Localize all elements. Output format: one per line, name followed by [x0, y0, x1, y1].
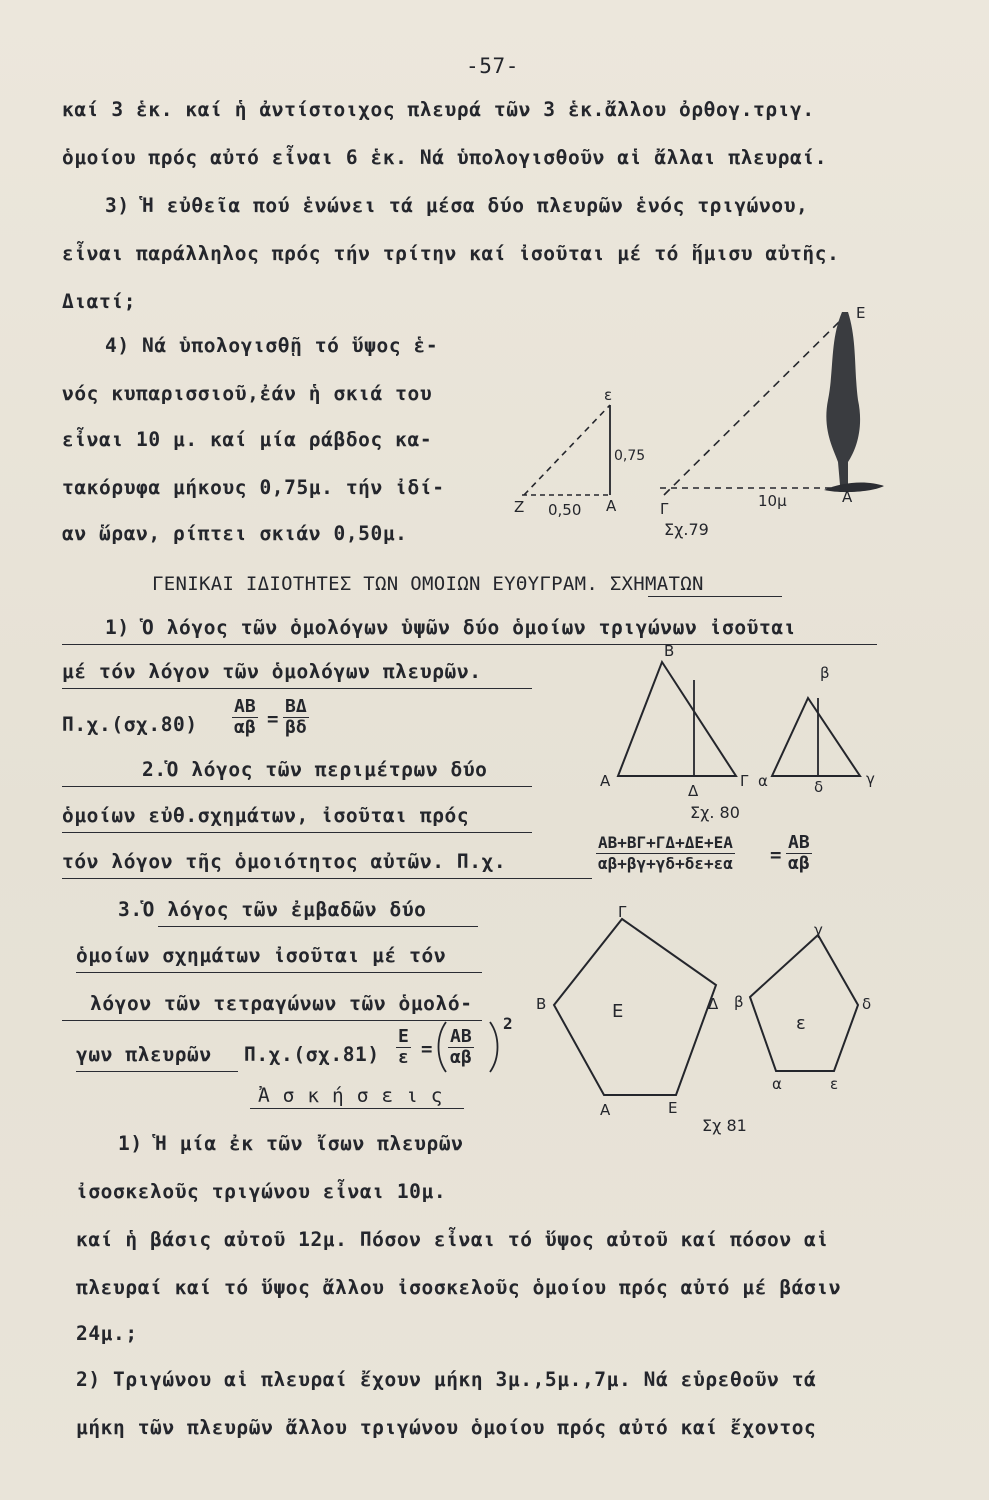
- fig79-caption: Σχ.79: [664, 520, 709, 539]
- fig79-point-a-pole: Α: [606, 497, 617, 515]
- fraction-denominator: αβ: [234, 717, 256, 738]
- text-line: ὁμοίων εὐθ.σχημάτων, ἰσοῦται πρός: [62, 804, 470, 827]
- fig79-tree-shadow: 10μ: [758, 492, 787, 510]
- text-line: εἶναι 10 μ. καί μία ράβδος κα-: [62, 428, 433, 451]
- underline: [76, 972, 482, 973]
- fig80-foot-d-small: δ: [814, 778, 824, 796]
- fraction-perimeter: [596, 833, 735, 874]
- text-line: αν ὥραν, ρίπτει σκιάν 0,50μ.: [62, 522, 408, 545]
- fraction-denominator: αβ+βγ+γδ+δε+εα: [598, 854, 733, 873]
- text-line: καί 3 ἑκ. καί ἡ ἀντίστοιχος πλευρά τῶν 3 ἑκ.ἄλλου ὀρθογ.τριγ.: [62, 98, 815, 121]
- fig80-vertex-b-small: β: [820, 664, 830, 682]
- fraction-numerator: ΒΔ: [285, 696, 307, 717]
- figure-79: [512, 300, 902, 550]
- text-line: εἶναι παράλληλος πρός τήν τρίτην καί ἰσοῦται μέ τό ἥμισυ αὐτῆς.: [62, 242, 840, 265]
- fig81-center-label: Ε: [612, 1001, 624, 1022]
- fraction-numerator: ΑΒ+ΒΓ+ΓΔ+ΔΕ+ΕΑ: [598, 833, 733, 852]
- fig81-vertex-b: Β: [536, 995, 547, 1013]
- text-line: 3) Ἡ εὐθεῖα πού ἑνώνει τά μέσα δύο πλευρῶν ἑνός τριγώνου,: [105, 194, 809, 217]
- fig80-foot-d: Δ: [688, 782, 699, 800]
- fig80-vertex-a: Α: [600, 772, 611, 790]
- text-line: πλευραί καί τό ὕψος ἄλλου ἰσοσκελοῦς ὁμοίου πρός αὐτό μέ βάσιν: [76, 1276, 842, 1299]
- fig81-vertex-a: Α: [600, 1101, 611, 1119]
- fraction-bd: [283, 697, 309, 738]
- fraction-numerator: E: [398, 1026, 409, 1047]
- text-line: 3.Ὁ λόγος τῶν ἐμβαδῶν δύο: [118, 898, 427, 921]
- fraction-numerator: AB: [450, 1026, 472, 1047]
- fig79-pole-height: 0,75: [614, 448, 646, 464]
- section-heading: ΓΕΝΙΚΑΙ ΙΔΙΟΤΗΤΕΣ ΤΩΝ ΟΜΟΙΩΝ ΕΥΘΥΓΡΑΜ. ΣΧΗΜΑΤΩΝ: [152, 573, 704, 595]
- fig80-vertex-a-small: α: [758, 772, 768, 790]
- fig80-vertex-g-small: γ: [866, 770, 875, 788]
- fig79-point-g: Γ: [660, 500, 669, 518]
- fig81-vertex-e-small: ε: [830, 1075, 839, 1093]
- fraction-denominator: ε: [398, 1047, 409, 1068]
- fraction-ab-2: [786, 833, 812, 874]
- underline: [62, 688, 532, 689]
- text-line: Διατί;: [62, 290, 137, 313]
- fig81-vertex-b-small: β: [734, 993, 744, 1011]
- fig79-pole-shadow: 0,50: [548, 501, 582, 519]
- underline: [62, 832, 532, 833]
- fig81-caption: Σχ 81: [702, 1116, 747, 1135]
- text-line: ἰσοσκελοῦς τριγώνου εἶναι 10μ.: [76, 1180, 447, 1203]
- fraction-denominator: αβ: [788, 853, 810, 874]
- text-line: τόν λόγον τῆς ὁμοιότητος αὐτῶν. Π.χ.: [62, 850, 507, 873]
- text-line: 2.Ὁ λόγος τῶν περιμέτρων δύο: [142, 758, 488, 781]
- fig81-center-label-small: ε: [796, 1013, 806, 1034]
- fig81-vertex-g-small: γ: [814, 921, 823, 939]
- text-line: λόγον τῶν τετραγώνων τῶν ὁμολό-: [90, 992, 473, 1015]
- fraction-numerator: AB: [234, 696, 256, 717]
- equals-sign: =: [770, 844, 782, 866]
- text-line: τακόρυφα μήκους 0,75μ. τήν ἰδί-: [62, 476, 445, 499]
- fig81-vertex-g: Γ: [618, 903, 627, 921]
- text-line: 4) Νά ὑπολογισθῇ τό ὕψος ἑ-: [105, 334, 439, 357]
- text-line: καί ἡ βάσις αὐτοῦ 12μ. Πόσον εἶναι τό ὕψος αὐτοῦ καί πόσον αἱ: [76, 1228, 829, 1251]
- fig80-vertex-g: Γ: [740, 772, 749, 790]
- equals-sign: =: [267, 708, 279, 730]
- text-line: μέ τόν λόγον τῶν ὁμολόγων πλευρῶν.: [62, 660, 482, 683]
- text-line: μήκη τῶν πλευρῶν ἄλλου τριγώνου ὁμοίου πρός αὐτό καί ἔχοντος: [76, 1416, 817, 1439]
- text-line: 1) Ὁ λόγος τῶν ὁμολόγων ὑψῶν δύο ὁμοίων τριγώνων ἰσοῦται: [105, 616, 797, 639]
- fig81-vertex-d-small: δ: [862, 995, 872, 1013]
- fig79-point-z: Ζ: [514, 498, 525, 516]
- fig79-point-e-pole: ε: [604, 386, 613, 404]
- underline: [62, 878, 592, 879]
- fig81-vertex-d: Δ: [708, 995, 719, 1013]
- underline: [62, 786, 532, 787]
- text-line: Π.χ.(σχ.81): [244, 1043, 380, 1066]
- fraction-denominator: βδ: [285, 717, 307, 738]
- text-line: 24μ.;: [76, 1322, 138, 1345]
- underline: [62, 1020, 482, 1021]
- text-line: γων πλευρῶν: [76, 1043, 212, 1066]
- text-line: νός κυπαρισσιοῦ,ἐάν ἡ σκιά του: [62, 382, 433, 405]
- heading-underline: [250, 1108, 464, 1109]
- figure-81: [528, 905, 918, 1155]
- text-line: 1) Ἡ μία ἐκ τῶν ἴσων πλευρῶν: [118, 1132, 464, 1155]
- fig79-point-a-tree: Α: [842, 488, 853, 506]
- fig81-vertex-a-small: α: [772, 1075, 782, 1093]
- fig79-point-e-tree: Ε: [856, 304, 866, 322]
- underline: [158, 926, 478, 927]
- underline: [76, 1071, 238, 1072]
- fraction-ab: [232, 697, 258, 738]
- fraction-denominator: αβ: [450, 1047, 472, 1068]
- page-number: -57-: [466, 54, 519, 78]
- fraction-area: [396, 1027, 411, 1068]
- fig80-caption: Σχ. 80: [690, 803, 740, 822]
- text-line: ὁμοίου πρός αὐτό εἶναι 6 ἑκ. Νά ὑπολογισθοῦν αἱ ἄλλαι πλευραί.: [62, 146, 828, 169]
- text-line: Π.χ.(σχ.80): [62, 713, 198, 736]
- fraction-numerator: AB: [788, 832, 810, 853]
- fraction-ab-3: [448, 1027, 474, 1068]
- text-line: 2) Τριγώνου αἱ πλευραί ἔχουν μήκη 3μ.,5μ.,7μ. Νά εὑρεθοῦν τά: [76, 1368, 817, 1391]
- fig80-vertex-b: Β: [664, 642, 675, 660]
- fig81-vertex-e: Ε: [668, 1099, 678, 1117]
- equals-sign: =: [421, 1038, 433, 1060]
- heading-underline: [648, 596, 782, 597]
- exercises-heading: Ἀ σ κ ή σ ε ι ς: [258, 1084, 444, 1107]
- exponent: 2: [503, 1014, 514, 1033]
- figure-80: [560, 640, 900, 830]
- text-line: ὁμοίων σχημάτων ἰσοῦται μέ τόν: [76, 944, 447, 967]
